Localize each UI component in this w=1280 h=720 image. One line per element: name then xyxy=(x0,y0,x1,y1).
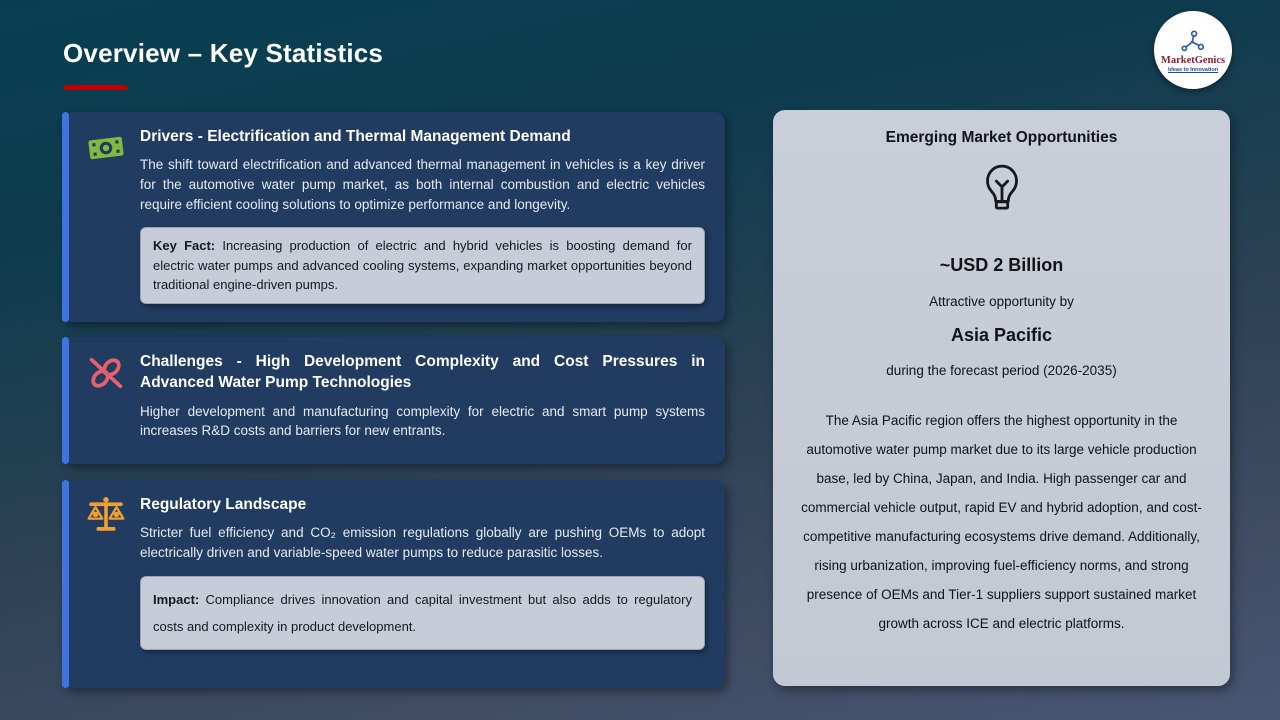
logo xyxy=(1154,11,1232,89)
key-fact-box xyxy=(140,227,705,304)
logo-name: MarketGenics xyxy=(1160,54,1226,66)
card-title: Drivers - Electrification and Thermal Management Demand xyxy=(140,128,571,145)
title-underline xyxy=(64,85,127,90)
card-body: Higher development and manufacturing complexity for electric and smart pump systems increases R&D costs and barriers for new entrants. xyxy=(140,403,705,439)
opportunity-region: Asia Pacific xyxy=(950,325,1053,345)
opportunity-subtitle: Attractive opportunity by xyxy=(929,294,1074,309)
network-icon xyxy=(1178,29,1208,55)
key-fact-label: Key Fact: xyxy=(153,238,216,254)
card-title: Challenges - High Development Complexity and Cost Pressures in Advanced Water Pump Technologies xyxy=(140,353,705,392)
card-drivers xyxy=(62,112,725,322)
impact-text: Compliance drives innovation and capital investment but also adds to regulatory costs and complexity in product development. xyxy=(153,591,692,634)
card-title: Regulatory Landscape xyxy=(140,496,307,513)
impact-box xyxy=(140,576,705,651)
card-regulatory xyxy=(62,480,725,688)
opportunity-period: during the forecast period (2026-2035) xyxy=(886,363,1117,378)
panel-title: Emerging Market Opportunities xyxy=(885,129,1118,146)
lightbulb-icon xyxy=(799,162,1204,225)
money-icon xyxy=(85,127,127,169)
logo-tagline: Ideas to Innovation xyxy=(1167,67,1219,74)
page-title: Overview – Key Statistics xyxy=(63,38,384,68)
key-fact-text: Increasing production of electric and hybrid vehicles is boosting demand for electric water pumps and advanced cooling systems, expanding market opportunities beyond traditional engine-driven pumps. xyxy=(153,238,692,293)
card-body: The shift toward electrification and advanced thermal management in vehicles is a key driver for the automotive water pump market, as both internal combustion and electric vehicles require efficient cooling solutions to optimize performance and longevity. xyxy=(140,157,705,212)
opportunity-value: ~USD 2 Billion xyxy=(939,255,1064,275)
scales-icon xyxy=(85,495,127,537)
card-challenges xyxy=(62,337,725,464)
impact-label: Impact: xyxy=(153,591,200,607)
opportunity-description: The Asia Pacific region offers the highest opportunity in the automotive water pump market due to its large vehicle production base, led by China, Japan, and India. High passenger car and commercial vehicle output, rapid EV and hybrid adoption, and cost-competitive manufacturing ecosystems drive demand. Additionally, rising urbanization, improving fuel-efficiency norms, and strong presence of OEMs and Tier-1 suppliers support sustained market growth across ICE and electric platforms. xyxy=(801,413,1202,631)
card-body: Stricter fuel efficiency and CO₂ emission regulations globally are pushing OEMs to adopt electrically driven and variable-speed water pumps to reduce parasitic losses. xyxy=(140,525,705,560)
opportunity-panel xyxy=(773,110,1230,686)
broken-link-icon xyxy=(85,352,127,394)
